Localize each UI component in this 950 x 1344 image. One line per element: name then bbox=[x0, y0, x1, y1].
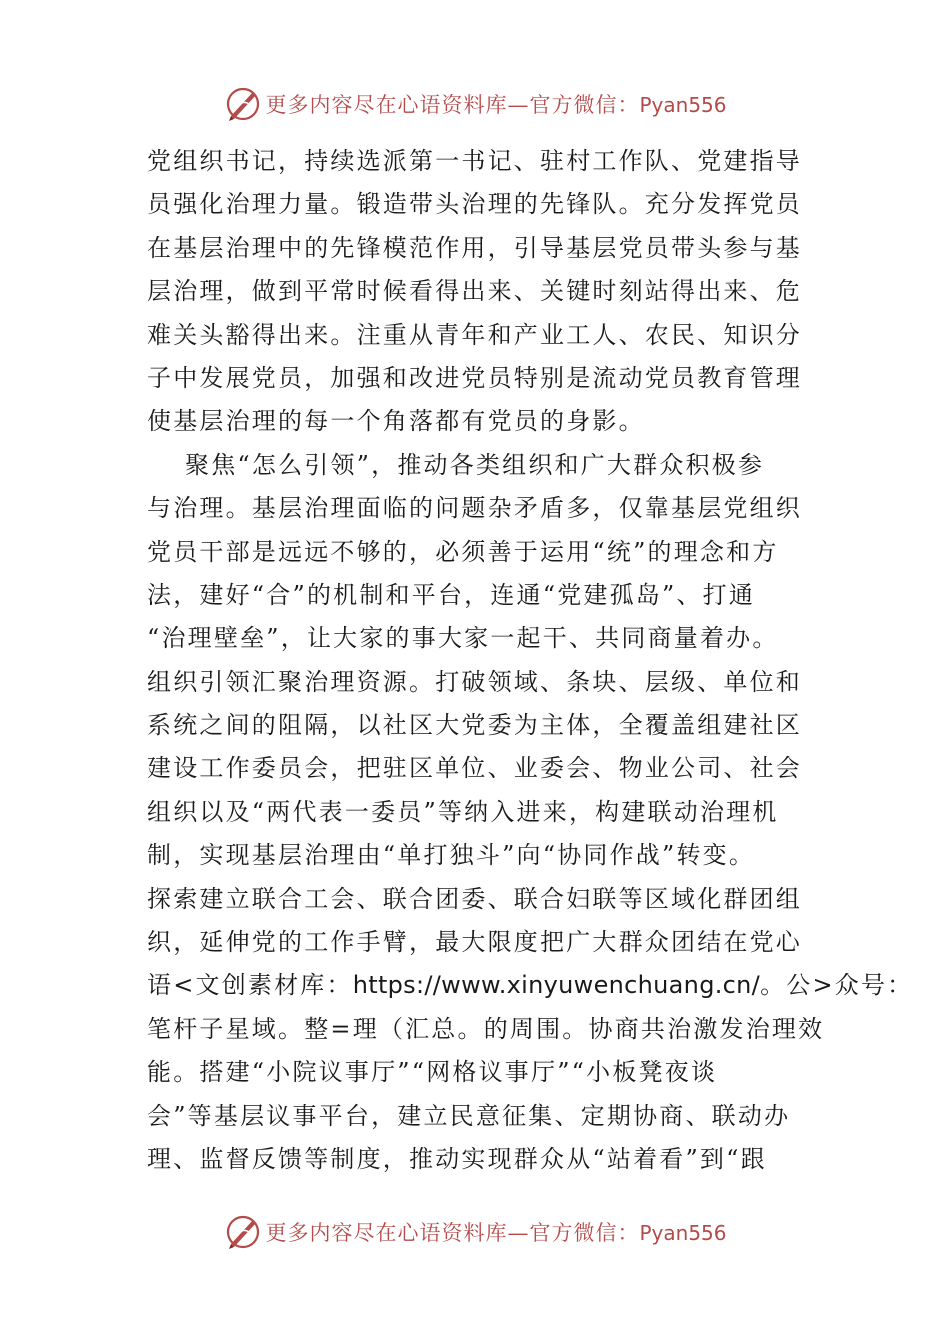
text-line: 员强化治理力量。锻造带头治理的先锋队。充分发挥党员 bbox=[147, 190, 802, 219]
source-url: https://www.xinyuwenchuang.cn/ bbox=[352, 971, 761, 1000]
footer-notice: 更多内容尽在心语资料库—官方微信：Pyan556 bbox=[265, 1221, 727, 1245]
text-line: 织，延伸党的工作手臂，最大限度把广大群众团结在党心 bbox=[147, 928, 802, 957]
header-notice: 更多内容尽在心语资料库—官方微信：Pyan556 bbox=[265, 93, 727, 117]
pen-logo-icon bbox=[223, 1212, 263, 1252]
header-watermark bbox=[0, 84, 950, 124]
text-line-with-url bbox=[147, 964, 914, 1007]
footer-watermark bbox=[0, 1212, 950, 1252]
text-line: “治理壁垒”，让大家的事大家一起干、共同商量着办。 bbox=[147, 624, 779, 653]
text-line: 使基层治理的每一个角落都有党员的身影。 bbox=[147, 407, 645, 436]
text-line: 子中发展党员，加强和改进党员特别是流动党员教育管理 bbox=[147, 363, 802, 392]
pen-logo-icon bbox=[223, 84, 263, 124]
text-line: 法，建好“合”的机制和平台，连通“党建孤岛”、打通 bbox=[147, 580, 756, 609]
text-line: 党组织书记，持续选派第一书记、驻村工作队、党建指导 bbox=[147, 147, 802, 175]
header-wechat-id: Pyan556 bbox=[639, 93, 727, 117]
text-line: 党员干部是远远不够的，必须善于运用“统”的理念和方 bbox=[147, 537, 779, 566]
text-line: 理、监督反馈等制度，推动实现群众从“站着看”到“跟 bbox=[147, 1144, 767, 1173]
text-line: 笔杆子星域。整=理（汇总。的周围。协商共治激发治理效 bbox=[147, 1014, 825, 1043]
footer-wechat-id: Pyan556 bbox=[639, 1221, 727, 1245]
text-line: 会”等基层议事平台，建立民意征集、定期协商、联动办 bbox=[147, 1101, 791, 1130]
text-line: 系统之间的阻隔，以社区大党委为主体，全覆盖组建社区 bbox=[147, 711, 802, 740]
text-line: 制，实现基层治理由“单打独斗”向“协同作战”转变。 bbox=[147, 841, 756, 870]
text-line: 与治理。基层治理面临的问题杂矛盾多，仅靠基层党组织 bbox=[147, 494, 802, 523]
text-line: 能。搭建“小院议事厅”“网格议事厅”“小板凳夜谈 bbox=[147, 1058, 718, 1087]
paragraph-start-line: 聚焦“怎么引领”，推动各类组织和广大群众积极参 bbox=[185, 450, 765, 479]
text-line: 难关头豁得出来。注重从青年和产业工人、农民、知识分 bbox=[147, 320, 802, 349]
url-line-suffix: 。公>众号： bbox=[760, 971, 914, 1000]
document-body bbox=[147, 140, 914, 1181]
text-line: 在基层治理中的先锋模范作用，引导基层党员带头参与基 bbox=[147, 233, 802, 262]
text-line: 组织引领汇聚治理资源。打破领域、条块、层级、单位和 bbox=[147, 667, 802, 696]
url-line-prefix: 语<文创素材库： bbox=[147, 971, 353, 1000]
text-line: 建设工作委员会，把驻区单位、业委会、物业公司、社会 bbox=[147, 754, 802, 783]
text-line: 组织以及“两代表一委员”等纳入进来，构建联动治理机 bbox=[147, 797, 779, 826]
text-line: 层治理，做到平常时候看得出来、关键时刻站得出来、危 bbox=[147, 277, 802, 306]
text-line: 探索建立联合工会、联合团委、联合妇联等区域化群团组 bbox=[147, 884, 802, 913]
